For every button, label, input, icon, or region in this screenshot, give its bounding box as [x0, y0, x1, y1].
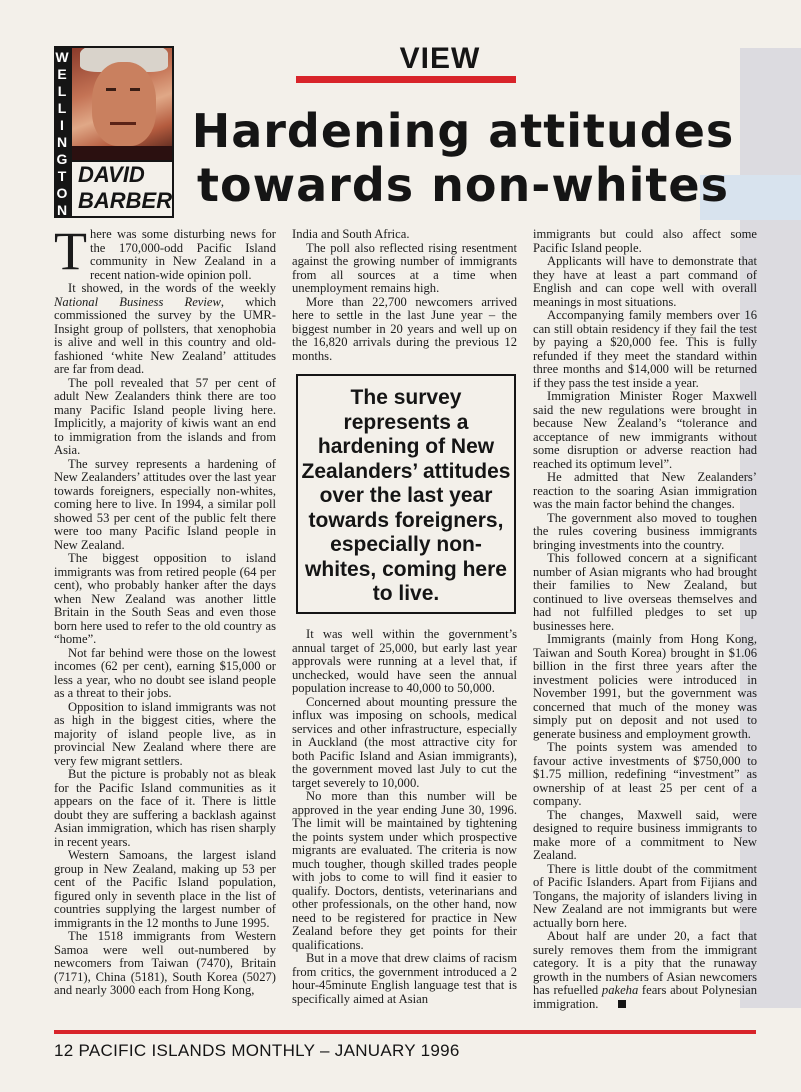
author-first-name: DAVID [78, 162, 145, 187]
paragraph: It was well within the government’s annual target of 25,000, but early last year approvals were running at a level that, if unchecked, would have seen the annual population increase to 40,000 to 50,000. [292, 627, 517, 695]
paragraph: Not far behind were those on the lowest incomes (62 per cent), earning $15,000 or less a year, who no doubt see island people as a threat to their jobs. [54, 645, 276, 700]
paragraph: Western Samoans, the largest island group in New Zealand, making up 53 per cent of the Pacific Island population, figured only in seventh place in the list of countries supplying the largest number of immigrants in the 12 months to June 1995. [54, 848, 276, 930]
sidebar-letter: O [56, 185, 68, 201]
author-last-name: BARBER [78, 188, 173, 213]
paragraph: Immigrants (mainly from Hong Kong, Taiwan and South Korea) brought in $1.06 billion in the first three years after the investment policies were introduced in November 1991, but the government was concerned that much of the money was simply put on deposit and not used to generate business and employment growth. [533, 632, 757, 741]
page-folio: 12 PACIFIC ISLANDS MONTHLY – JANUARY 1996 [54, 1041, 460, 1060]
paragraph: immigrants but could also affect some Pacific Island people. [533, 227, 757, 255]
paragraph: He admitted that New Zealanders’ reaction to the soaring Asian immigration was the main factor behind the changes. [533, 470, 757, 511]
paragraph: The poll revealed that 57 per cent of adult New Zealanders think there are too many Pacific Island people living here. Implicitly, a majority of kiwis want an end to immigration from the islands and from Asia. [54, 375, 276, 457]
paragraph: Immigration Minister Roger Maxwell said the new regulations were brought in because New Zealand’s “tolerance and acceptance of new immigrants without some disruption or adverse reaction had reached its optimum level”. [533, 389, 757, 471]
sidebar-letter: G [56, 151, 68, 167]
sidebar-letter: N [56, 134, 68, 150]
end-of-article-mark [618, 1000, 626, 1008]
article-column-3 [533, 228, 757, 1011]
author-photo [70, 46, 174, 162]
paragraph: But in a move that drew claims of racism from critics, the government introduced a 2 hour-45minute English language test that is specifically aimed at Asian [292, 951, 517, 1006]
sidebar-letter: N [56, 202, 68, 218]
pull-quote: The survey represents a hardening of New Zealanders’ attitudes over the last year towards foreigners, especially non-whites, coming here to live. [296, 374, 516, 614]
sidebar-letter: L [57, 83, 67, 99]
paragraph: But the picture is probably not as bleak for the Pacific Island communities as it appears on the face of it. There is little doubt they are suffering a backlash against Asian immigration, which has risen sharply in recent years. [54, 767, 276, 849]
paragraph: No more than this number will be approved in the year ending June 30, 1996. The limit will be maintained by tightening the points system under which prospective migrants are evaluated. The criteria is now much tougher, though skilled trades people with jobs to come to will find it easier to qualify. Doctors, dentists, veterinarians and other professionals, on the other hand, now need to be registered for practice in New Zealand before they get points for their qualifications. [292, 789, 517, 952]
paragraph: The changes, Maxwell said, were designed to require business immigrants to make more of a commitment to New Zealand. [533, 807, 757, 862]
location-sidebar [54, 46, 70, 218]
paragraph: Accompanying family members over 16 can still obtain residency if they fail the test by paying a $20,000 fee. This is fully refunded if they meet the standard within three months and $14,000 will be returned if they pass the test inside a year. [533, 308, 757, 390]
headline-line-2: towards non-whites [197, 158, 729, 212]
paragraph: More than 22,700 newcomers arrived here to settle in the last June year – the biggest number in 20 years and well up on the 16,820 arrivals during the previous 12 months. [292, 294, 517, 363]
paragraph: It showed, in the words of the weekly National Business Review, which commissioned the survey by the UMR-Insight group of pollsters, that xenophobia is alive and well in this country and old-fashioned ‘white New Zealand’ attitudes are far from dead. [54, 281, 276, 376]
headline [188, 104, 738, 212]
footer-rule [54, 1030, 756, 1034]
paragraph: There is little doubt of the commitment of Pacific Islanders. Apart from Fijians and Tongans, the majority of islanders living in New Zealand are not immigrants but were actually born here. [533, 861, 757, 930]
paragraph: Opposition to island immigrants was not as high in the biggest cities, where the majority of island people live, as in provincial New Zealand where there are very few migrant settlers. [54, 699, 276, 768]
sidebar-letter: L [57, 100, 67, 116]
paragraph: About half are under 20, a fact that surely removes them from the immigrant category. It is a pity that the runaway growth in the numbers of Asian newcomers has refuelled pakeha fears about Polynesian immigration. [533, 929, 757, 1011]
headline-line-1: Hardening attitudes [191, 104, 735, 158]
paragraph: Concerned about mounting pressure the influx was imposing on schools, medical services and other infrastructure, especially in Auckland (the most attractive city for both Pacific Island and Asian immigrants), the government moved last July to cut the target severely to 10,000. [292, 694, 517, 790]
drop-cap: T [54, 221, 87, 281]
sidebar-letter: W [55, 49, 69, 65]
paragraph: The biggest opposition to island immigrants was from retired people (64 per cent), who probably hanker after the days when New Zealand was another little Britain in the South Seas and even those born here used to refer to the old country as “home”. [54, 551, 276, 646]
paragraph: India and South Africa. [292, 227, 410, 241]
sidebar-letter: T [57, 168, 67, 184]
paragraph: This followed concern at a significant number of Asian migrants who had brought their families to New Zealand, but continued to live overseas themselves and had not fulfilled pledges to set up businesses here. [533, 551, 757, 633]
sidebar-letter: I [60, 117, 64, 133]
article-column-2-bottom [292, 628, 517, 1006]
article-column-1 [54, 221, 276, 998]
sidebar-letter: E [57, 66, 67, 82]
paragraph: The survey represents a hardening of New Zealanders’ attitudes over the last year towards foreigners, especially non-whites, coming here to live. In 1994, a similar poll showed 53 per cent of the public felt there were too many Pacific Island people in New Zealand. [54, 456, 276, 552]
article-column-2-top [292, 228, 517, 363]
section-rule [296, 76, 516, 83]
paragraph: The 1518 immigrants from Western Samoa were well out-numbered by newcomers from Taiwan (7470), Britain (7171), China (5181), South Korea (5027) and nearly 3000 each from Hong Kong, [54, 929, 276, 997]
section-label: VIEW [399, 42, 481, 75]
paragraph: Applicants will have to demonstrate that they have at least a part command of English and can cope well with overall meanings in most situations. [533, 254, 757, 309]
author-byline [70, 162, 174, 218]
paragraph: The points system was amended to favour active investments of $750,000 to $1.75 million, redefining “investment” as ownership of at least 25 per cent of a company. [533, 740, 757, 808]
paragraph: The government also moved to toughen the rules covering business immigrants bringing investments into the country. [533, 510, 757, 552]
paragraph: The poll also reflected rising resentment against the growing number of immigrants from all sources at a time when unemployment remains high. [292, 240, 517, 295]
paragraph: There was some disturbing news for the 170,000-odd Pacific Island community in New Zealand in a recent nation-wide opinion poll. [54, 221, 276, 282]
